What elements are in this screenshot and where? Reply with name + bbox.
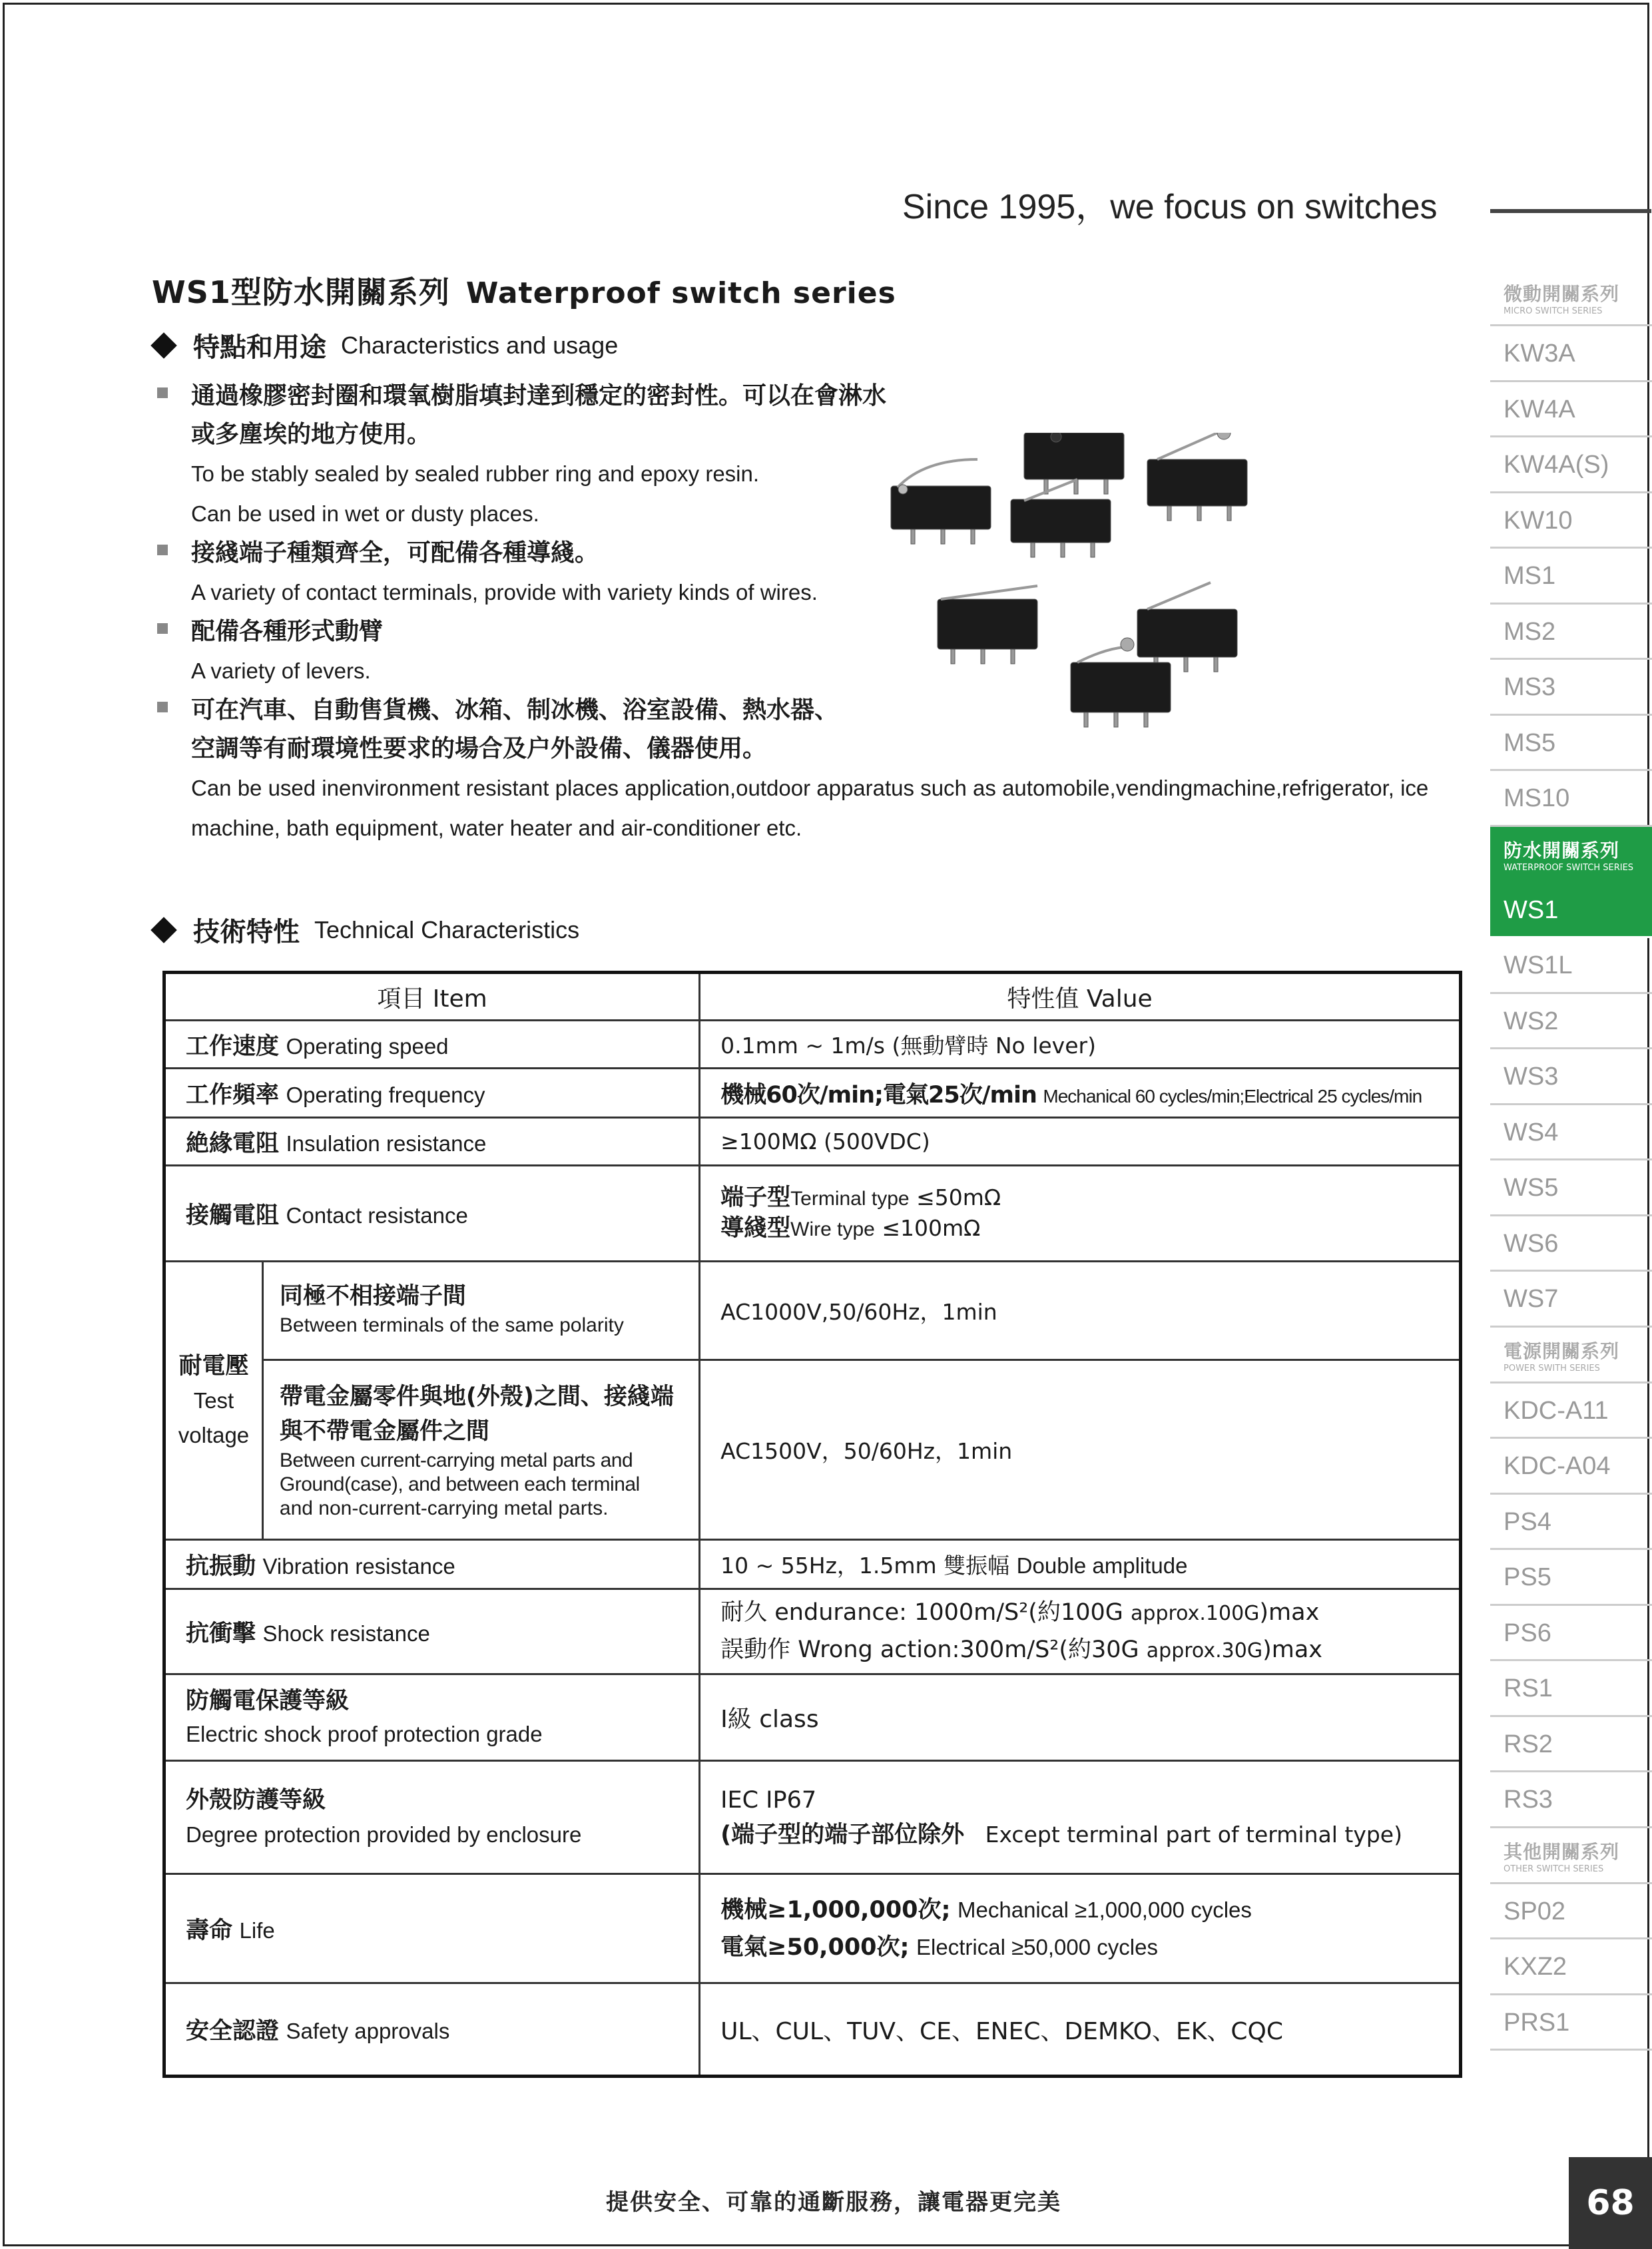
label-en: Operating speed bbox=[286, 1033, 449, 1059]
row-value: UL、CUL、TUV、CE、ENEC、DEMKO、EK、CQC bbox=[700, 1983, 1461, 2077]
category-en: MICRO SWITCH SERIES bbox=[1504, 306, 1603, 316]
label-en: Test bbox=[193, 1387, 234, 1413]
sidebar-item-ws6[interactable]: WS6 bbox=[1490, 1216, 1652, 1272]
table-row bbox=[164, 1589, 1461, 1674]
list-item bbox=[154, 613, 1500, 691]
sidebar-item-kw4a[interactable]: KW4A bbox=[1490, 382, 1652, 438]
technical-table bbox=[162, 971, 1462, 2078]
page-number: 68 bbox=[1569, 2157, 1652, 2249]
row-label bbox=[164, 1589, 700, 1674]
diamond-bullet-icon bbox=[150, 917, 177, 943]
sidebar-item-kdc-a11[interactable]: KDC-A11 bbox=[1490, 1383, 1652, 1439]
table-row bbox=[164, 1761, 1461, 1874]
sidebar-item-ws7[interactable]: WS7 bbox=[1490, 1272, 1652, 1328]
sub-label-en: Between current-carrying metal parts and bbox=[279, 1449, 633, 1471]
sidebar-item-ms2[interactable]: MS2 bbox=[1490, 605, 1652, 660]
value-num: ≤50mΩ bbox=[916, 1184, 1001, 1210]
list-item bbox=[154, 377, 1500, 534]
sidebar-item-sp02[interactable]: SP02 bbox=[1490, 1884, 1652, 1940]
sidebar-item-kw4a-s[interactable]: KW4A(S) bbox=[1490, 437, 1652, 493]
category-zh: 其他開關系列 bbox=[1504, 1840, 1620, 1863]
row-value bbox=[700, 1761, 1461, 1874]
label-en: Electric shock proof protection grade bbox=[186, 1721, 543, 1746]
list-item bbox=[154, 691, 1500, 848]
label-zh: 工作頻率 bbox=[186, 1081, 280, 1109]
row-label bbox=[164, 1983, 700, 2077]
characteristics-heading-zh: 特點和用途 bbox=[193, 332, 326, 363]
item-en: Can be used inenvironment resistant places application,outdoor apparatus such as automobile,vendingmachine,refrigerator, ice bbox=[191, 776, 1429, 800]
sidebar-item-ms5[interactable]: MS5 bbox=[1490, 716, 1652, 772]
series-title-zh: WS1型防水開關系列 bbox=[152, 274, 450, 310]
footer-slogan: 提供安全、可靠的通斷服務，讓電器更完美 bbox=[606, 2189, 1061, 2216]
label-zh: 接觸電阻 bbox=[186, 1202, 280, 1229]
sidebar-item-rs3[interactable]: RS3 bbox=[1490, 1772, 1652, 1828]
sub-label-zh: 與不帶電金屬件之間 bbox=[279, 1417, 489, 1445]
sidebar-item-ms3[interactable]: MS3 bbox=[1490, 660, 1652, 716]
row-value: Ⅰ級 class bbox=[700, 1674, 1461, 1761]
label-en: Degree protection provided by enclosure bbox=[186, 1822, 582, 1847]
sidebar-item-ws4[interactable]: WS4 bbox=[1490, 1105, 1652, 1161]
row-value bbox=[700, 1540, 1461, 1589]
item-zh: 通過橡膠密封圈和環氧樹脂填封達到穩定的密封性。可以在會淋水 bbox=[191, 382, 887, 409]
row-label bbox=[164, 1761, 700, 1874]
label-zh: 外殼防護等級 bbox=[186, 1786, 326, 1814]
series-sidebar bbox=[1490, 270, 1652, 2051]
item-en: To be stably sealed by sealed rubber ring and epoxy resin. bbox=[191, 461, 760, 486]
col-value-header: 特性值 Value bbox=[700, 973, 1461, 1021]
series-title bbox=[152, 268, 896, 312]
technical-heading-en: Technical Characteristics bbox=[314, 915, 580, 943]
label-zh: 防觸電保護等級 bbox=[186, 1687, 350, 1714]
sidebar-item-ps5[interactable]: PS5 bbox=[1490, 1550, 1652, 1606]
sub-label bbox=[262, 1262, 699, 1360]
item-en: A variety of contact terminals, provide with variety kinds of wires. bbox=[191, 580, 818, 605]
row-value bbox=[700, 1589, 1461, 1674]
item-zh: 或多塵埃的地方使用。 bbox=[191, 421, 431, 448]
sub-label-en: Ground(case), and between each terminal bbox=[279, 1473, 640, 1495]
sidebar-item-kw3a[interactable]: KW3A bbox=[1490, 326, 1652, 382]
sidebar-item-ms1[interactable]: MS1 bbox=[1490, 549, 1652, 605]
series-title-en: Waterproof switch series bbox=[465, 276, 896, 310]
value-en: Terminal type bbox=[790, 1187, 910, 1210]
sub-label bbox=[262, 1360, 699, 1540]
value-en: Except terminal part of terminal type) bbox=[985, 1821, 1402, 1848]
row-label bbox=[164, 1118, 700, 1166]
sidebar-item-ws1[interactable]: WS1 bbox=[1490, 883, 1652, 939]
label-en: voltage bbox=[178, 1422, 250, 1447]
sidebar-item-kdc-a04[interactable]: KDC-A04 bbox=[1490, 1439, 1652, 1495]
item-en: Can be used in wet or dusty places. bbox=[191, 501, 539, 526]
value-en: Wire type bbox=[790, 1218, 875, 1240]
sidebar-item-ms10[interactable]: MS10 bbox=[1490, 771, 1652, 827]
sidebar-item-kxz2[interactable]: KXZ2 bbox=[1490, 1939, 1652, 1995]
item-zh: 接綫端子種類齊全，可配備各種導綫。 bbox=[191, 539, 599, 567]
value-zh: 導綫型 bbox=[720, 1214, 791, 1242]
switch-image-2 bbox=[1024, 433, 1124, 494]
item-en: A variety of levers. bbox=[191, 658, 371, 683]
table-row bbox=[164, 1360, 1461, 1540]
item-en: machine, bath equipment, water heater and air-conditioner etc. bbox=[191, 816, 802, 840]
table-row bbox=[164, 1983, 1461, 2077]
label-zh: 耐電壓 bbox=[178, 1352, 249, 1379]
row-value bbox=[700, 1069, 1461, 1118]
value-text: )max bbox=[1262, 1636, 1322, 1663]
row-label bbox=[164, 1540, 700, 1589]
table-row bbox=[164, 1166, 1461, 1262]
value-zh: 電氣≥50,000次; bbox=[720, 1933, 910, 1961]
label-en: Shock resistance bbox=[262, 1621, 430, 1646]
value-en: Mechanical ≥1,000,000 cycles bbox=[958, 1897, 1252, 1922]
row-value bbox=[700, 1166, 1461, 1262]
diamond-bullet-icon bbox=[150, 332, 177, 359]
value-zh: 10 ~ 55Hz，1.5mm 雙振幅 bbox=[720, 1553, 1010, 1579]
row-value: 0.1mm ~ 1m/s (無動臂時 No lever) bbox=[700, 1021, 1461, 1069]
value-en: Double amplitude bbox=[1016, 1553, 1188, 1578]
label-zh: 抗衝擊 bbox=[186, 1620, 256, 1647]
item-zh: 可在汽車、自動售貨機、冰箱、制冰機、浴室設備、熱水器、 bbox=[191, 696, 839, 724]
characteristics-heading-en: Characteristics and usage bbox=[341, 331, 619, 359]
sidebar-item-rs1[interactable]: RS1 bbox=[1490, 1661, 1652, 1717]
value-text: 耐久 endurance: 1000m/S²(約100G bbox=[720, 1599, 1123, 1626]
sidebar-item-ps4[interactable]: PS4 bbox=[1490, 1495, 1652, 1551]
category-zh: 防水開關系列 bbox=[1504, 839, 1620, 862]
value-text: 誤動作 Wrong action:300m/S²(約30G bbox=[720, 1636, 1139, 1663]
label-zh: 安全認證 bbox=[186, 2018, 280, 2045]
sidebar-item-rs2[interactable]: RS2 bbox=[1490, 1717, 1652, 1773]
characteristics-heading bbox=[152, 326, 618, 364]
sidebar-category-micro[interactable] bbox=[1490, 270, 1652, 326]
technical-heading-zh: 技術特性 bbox=[193, 917, 300, 947]
sub-label-zh: 同極不相接端子間 bbox=[279, 1282, 466, 1310]
header-slogan: Since 1995，we focus on switches bbox=[902, 188, 1438, 226]
sidebar-category-other[interactable] bbox=[1490, 1828, 1652, 1884]
value-zh: 端子型 bbox=[720, 1184, 791, 1211]
label-en: Operating frequency bbox=[286, 1082, 485, 1107]
switch-image-4 bbox=[1147, 433, 1247, 521]
header-rule bbox=[1490, 209, 1651, 213]
value-text: )max bbox=[1259, 1599, 1320, 1626]
row-value: AC1500V，50/60Hz，1min bbox=[700, 1360, 1461, 1540]
sidebar-item-ps6[interactable]: PS6 bbox=[1490, 1606, 1652, 1662]
label-en: Contact resistance bbox=[286, 1202, 468, 1228]
sidebar-item-ws2[interactable]: WS2 bbox=[1490, 994, 1652, 1050]
square-bullet-icon bbox=[157, 545, 168, 555]
value-zh: 機械≥1,000,000次; bbox=[720, 1896, 951, 1923]
table-row bbox=[164, 1262, 1461, 1360]
category-en: WATERPROOF SWITCH SERIES bbox=[1504, 862, 1634, 873]
technical-heading bbox=[152, 911, 579, 949]
row-label bbox=[164, 1166, 700, 1262]
value-num: ≤100mΩ bbox=[882, 1214, 981, 1241]
switch-image-3 bbox=[1011, 479, 1111, 557]
switch-image-1 bbox=[891, 459, 991, 544]
value-approx: approx.30G bbox=[1146, 1638, 1263, 1662]
switch-image-6 bbox=[1137, 583, 1237, 672]
label-en: Vibration resistance bbox=[262, 1553, 455, 1579]
category-zh: 電源開關系列 bbox=[1504, 1340, 1620, 1362]
table-header-row bbox=[164, 973, 1461, 1021]
label-en: Life bbox=[239, 1917, 275, 1943]
table-row bbox=[164, 1021, 1461, 1069]
row-value: AC1000V,50/60Hz，1min bbox=[700, 1262, 1461, 1360]
value-zh: 機械60次/min;電氣25次/min bbox=[720, 1081, 1037, 1109]
sub-label-zh: 帶電金屬零件與地(外殼)之間、接綫端 bbox=[279, 1383, 674, 1410]
row-label bbox=[164, 1069, 700, 1118]
item-zh: 配備各種形式動臂 bbox=[191, 618, 384, 645]
square-bullet-icon bbox=[157, 387, 168, 398]
row-value bbox=[700, 1874, 1461, 1983]
sidebar-item-ws1l[interactable]: WS1L bbox=[1490, 938, 1652, 994]
square-bullet-icon bbox=[157, 623, 168, 634]
row-value: ≥100MΩ (500VDC) bbox=[700, 1118, 1461, 1166]
sidebar-item-prs1[interactable]: PRS1 bbox=[1490, 1995, 1652, 2051]
col-item-header: 項目 Item bbox=[164, 973, 700, 1021]
table-row bbox=[164, 1674, 1461, 1761]
sidebar-item-kw10[interactable]: KW10 bbox=[1490, 493, 1652, 549]
sidebar-category-waterproof[interactable] bbox=[1490, 827, 1652, 883]
label-zh: 工作速度 bbox=[186, 1033, 280, 1060]
category-zh: 微動開關系列 bbox=[1504, 283, 1620, 305]
value-en: Mechanical 60 cycles/min;Electrical 25 cycles/min bbox=[1043, 1085, 1422, 1107]
table-row bbox=[164, 1069, 1461, 1118]
sidebar-category-power[interactable] bbox=[1490, 1328, 1652, 1383]
value-zh: (端子型的端子部位除外 bbox=[720, 1821, 965, 1848]
label-zh: 抗振動 bbox=[186, 1553, 256, 1580]
square-bullet-icon bbox=[157, 702, 168, 712]
sidebar-item-ws5[interactable]: WS5 bbox=[1490, 1160, 1652, 1216]
label-en: Insulation resistance bbox=[286, 1130, 487, 1156]
row-label bbox=[164, 1674, 700, 1761]
sidebar-item-ws3[interactable]: WS3 bbox=[1490, 1049, 1652, 1105]
table-row bbox=[164, 1540, 1461, 1589]
category-en: OTHER SWITCH SERIES bbox=[1504, 1864, 1604, 1874]
category-en: POWER SWITH SERIES bbox=[1504, 1363, 1600, 1374]
label-en: Safety approvals bbox=[286, 2019, 450, 2043]
value-approx: approx.100G bbox=[1131, 1601, 1260, 1625]
row-label bbox=[164, 1874, 700, 1983]
label-zh: 絶緣電阻 bbox=[186, 1130, 280, 1157]
product-photo bbox=[884, 433, 1257, 746]
list-item bbox=[154, 534, 1500, 613]
sub-label-en: Between terminals of the same polarity bbox=[279, 1314, 624, 1336]
row-label bbox=[164, 1021, 700, 1069]
value-text: IEC IP67 bbox=[720, 1786, 817, 1814]
switch-image-5 bbox=[938, 586, 1037, 664]
table-row bbox=[164, 1118, 1461, 1166]
table-row bbox=[164, 1874, 1461, 1983]
test-voltage-label bbox=[164, 1262, 263, 1540]
sub-label-en: and non-current-carrying metal parts. bbox=[279, 1497, 609, 1519]
characteristics-list bbox=[154, 377, 1500, 848]
value-en: Electrical ≥50,000 cycles bbox=[916, 1934, 1158, 1959]
label-zh: 壽命 bbox=[186, 1917, 233, 1944]
item-zh: 空調等有耐環境性要求的場合及户外設備、儀器使用。 bbox=[191, 735, 767, 762]
